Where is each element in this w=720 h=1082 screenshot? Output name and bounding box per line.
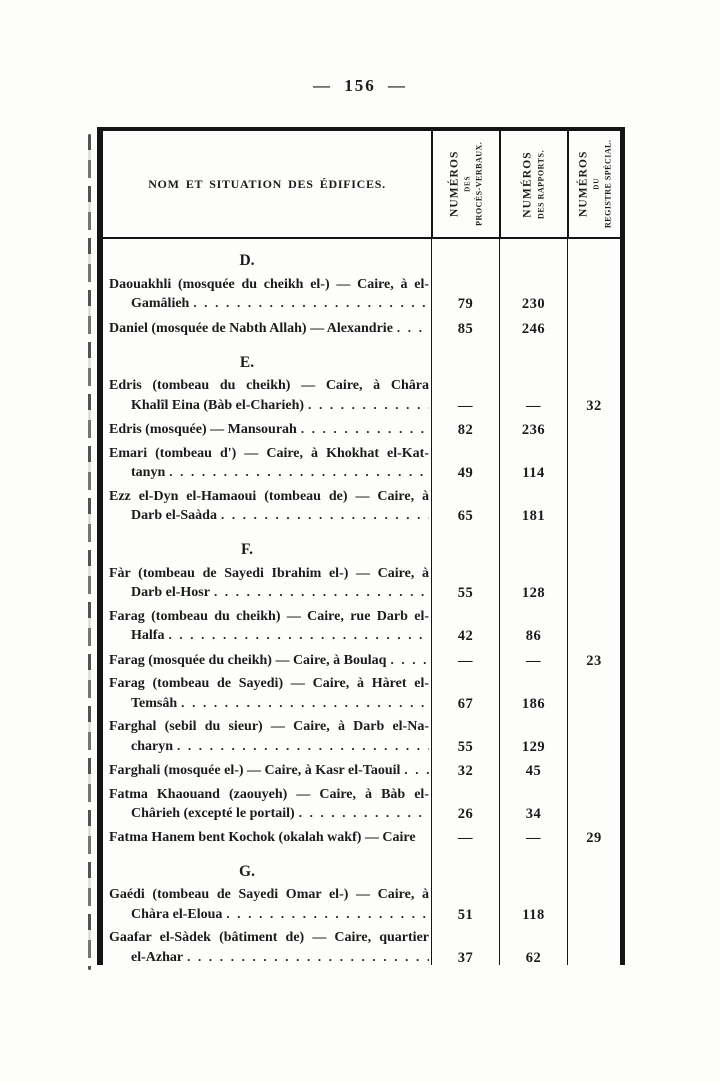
registre-special-cell	[567, 375, 620, 418]
proces-verbaux-cell	[431, 605, 499, 648]
table-row	[103, 759, 620, 784]
rapport-cell	[499, 783, 567, 826]
registre-special-cell	[567, 783, 620, 826]
rapport-cell	[499, 485, 567, 528]
proces-verbaux-cell	[431, 783, 499, 826]
edifice-name-line: Gaédi (tombeau de Sayedi Omar el-) — Caire, à	[109, 887, 429, 902]
proces-verbaux-cell	[431, 826, 499, 850]
registre-special-cell	[567, 716, 620, 759]
rapport-value: 86	[525, 628, 542, 644]
proces-verbaux-value: 85	[457, 320, 474, 337]
scan-edge-artifact	[88, 134, 91, 970]
proces-verbaux-value: —	[458, 829, 473, 846]
proces-verbaux-value: —	[458, 652, 473, 669]
edifice-name-line: Daouakhli (mosquée du cheikh el-) — Caire, à el-	[109, 276, 429, 292]
proces-verbaux-value: 26	[457, 806, 474, 822]
rapport-value: 246	[521, 320, 546, 337]
dot-leader	[221, 506, 429, 526]
edifice-name	[103, 927, 431, 966]
dot-leader	[168, 626, 429, 646]
registre-special-cell	[567, 673, 620, 716]
registre-special-value: 32	[586, 397, 602, 414]
edifice-name	[103, 273, 431, 316]
proces-verbaux-value: 32	[457, 763, 474, 779]
edifice-name-line: Chàra el-Eloua . . .	[109, 905, 429, 925]
dot-leader	[214, 583, 429, 603]
edifice-name-line: Farag (tombeau de Sayedi) — Caire, à Hàret el-	[109, 676, 429, 691]
proces-verbaux-cell	[431, 418, 499, 443]
edifice-name-line: charyn . . .	[109, 737, 429, 757]
section-letter-row	[103, 528, 620, 562]
table-row	[103, 442, 620, 485]
registre-special-cell	[567, 850, 620, 884]
rapport-value: 129	[521, 738, 546, 755]
rapport-value: —	[526, 829, 541, 846]
proces-verbaux-value: 65	[457, 508, 474, 524]
registre-special-cell	[567, 418, 620, 443]
edifice-name	[103, 673, 431, 716]
proces-verbaux-cell	[431, 716, 499, 759]
dot-leader	[308, 396, 429, 416]
proces-verbaux-value: 42	[457, 628, 474, 644]
dot-leader	[390, 651, 429, 671]
table-body	[103, 239, 620, 965]
name-column-header: NOM ET SITUATION DES ÉDIFICES.	[148, 176, 386, 191]
rapport-cell	[499, 850, 567, 884]
proces-verbaux-value: 82	[457, 422, 474, 438]
proces-verbaux-cell	[431, 485, 499, 528]
section-letter-row	[103, 239, 620, 273]
rapport-value: 186	[521, 695, 546, 712]
edifice-name-line: Chârieh (excepté le portail) . . .	[109, 804, 429, 824]
registre-special-cell	[567, 442, 620, 485]
registre-special-cell	[567, 528, 620, 562]
registre-special-cell	[567, 562, 620, 605]
edifice-name-line: Farghal (sebil du sieur) — Caire, à Darb el-Na-	[109, 719, 429, 734]
registre-special-value: 23	[586, 652, 602, 669]
registre-special-cell	[567, 884, 620, 927]
section-letter: E.	[239, 353, 255, 371]
table-row	[103, 884, 620, 927]
edifice-name-line: Ezz el-Dyn el-Hamaoui (tombeau de) — Caire, à	[109, 488, 429, 504]
edifice-name	[103, 562, 431, 605]
rapport-cell	[499, 375, 567, 418]
rapport-value: 181	[521, 508, 546, 524]
proces-verbaux-value: —	[458, 397, 473, 414]
table-header-row	[103, 131, 620, 239]
edifice-name-line: Darb el-Saàda . . .	[109, 506, 429, 526]
edifice-name	[103, 884, 431, 927]
registre-special-cell	[567, 485, 620, 528]
section-letter: D.	[239, 252, 255, 269]
proces-verbaux-cell	[431, 673, 499, 716]
rapports-column-header	[499, 131, 567, 237]
rapport-cell	[499, 316, 567, 341]
rapport-cell	[499, 673, 567, 716]
proces-verbaux-cell	[431, 273, 499, 316]
proces-verbaux-cell	[431, 884, 499, 927]
edifice-name	[103, 648, 431, 673]
rapport-cell	[499, 239, 567, 273]
edifice-name	[103, 783, 431, 826]
rapport-value: 118	[522, 906, 545, 923]
registre-special-cell	[567, 605, 620, 648]
edifice-name	[103, 716, 431, 759]
edifice-name	[103, 375, 431, 418]
table-row	[103, 716, 620, 759]
table-row	[103, 418, 620, 443]
registre-special-cell	[567, 927, 620, 966]
edifices-table	[97, 127, 625, 965]
registre-special-cell	[567, 341, 620, 375]
edifice-name-line: Fatma Hanem bent Kochok (okalah wakf) — Caire	[109, 829, 416, 845]
table-row	[103, 673, 620, 716]
proces-verbaux-value: 51	[457, 906, 474, 923]
rapport-cell	[499, 759, 567, 784]
edifice-name-line: Gamâlieh . . .	[109, 294, 429, 314]
edifice-name	[103, 485, 431, 528]
rotated-header-text: NUMÉROS DES RAPPORTS.	[521, 149, 546, 219]
proces-verbaux-value: 49	[457, 465, 474, 481]
section-letter: G.	[239, 862, 255, 880]
registre-special-value: 29	[586, 829, 602, 846]
table-row	[103, 826, 620, 850]
rapport-cell	[499, 528, 567, 562]
registre-special-cell	[567, 316, 620, 341]
table-row	[103, 605, 620, 648]
edifice-name-line: Temsâh . . .	[109, 694, 429, 714]
proces-verbaux-cell	[431, 341, 499, 375]
registre-special-cell	[567, 273, 620, 316]
rapport-cell	[499, 273, 567, 316]
rapport-value: —	[526, 652, 541, 669]
edifice-name	[103, 759, 431, 784]
registre-special-cell	[567, 826, 620, 850]
rapport-cell	[499, 341, 567, 375]
proces-verbaux-cell	[431, 927, 499, 966]
rotated-header-text: NUMÉROS DU REGISTRE SPÉCIAL.	[576, 139, 612, 229]
proces-verbaux-cell	[431, 528, 499, 562]
section-letter-row	[103, 850, 620, 884]
registre-special-cell	[567, 759, 620, 784]
rapport-value: 45	[525, 763, 542, 779]
dot-leader	[226, 905, 429, 925]
edifice-name-line: Edris (mosquée) — Mansourah . . .	[109, 420, 429, 440]
edifice-name-line: Edris (tombeau du cheikh) — Caire, à Châra	[109, 378, 429, 393]
table-row	[103, 316, 620, 341]
edifice-name-line: Darb el-Hosr . . .	[109, 583, 429, 603]
proces-verbaux-value: 55	[457, 585, 474, 601]
dot-leader	[177, 737, 429, 757]
edifice-name-line: Khalîl Eina (Bàb el-Charieh) . . .	[109, 396, 429, 416]
rapport-value: 230	[521, 296, 546, 312]
proces-verbaux-value: 55	[457, 738, 474, 755]
table-row	[103, 375, 620, 418]
section-letter: F.	[241, 541, 253, 558]
edifice-name-line: Fatma Khaouand (zaouyeh) — Caire, à Bàb el-	[109, 786, 429, 802]
proces-verbaux-value: 79	[457, 296, 474, 312]
rapport-cell	[499, 716, 567, 759]
edifice-name-line: Fàr (tombeau de Sayedi Ibrahim el-) — Caire, à	[109, 565, 429, 581]
rapport-value: 128	[521, 585, 546, 601]
section-letter-row	[103, 341, 620, 375]
edifice-name-line: tanyn . . .	[109, 463, 429, 483]
dot-leader	[299, 804, 429, 824]
edifice-name	[103, 316, 431, 341]
edifice-name-line: Halfa . . .	[109, 626, 429, 646]
edifice-name-line: el-Azhar . . .	[109, 948, 429, 966]
registre-special-column-header	[567, 131, 620, 237]
dot-leader	[397, 319, 429, 339]
table-row	[103, 648, 620, 673]
edifice-name-line: Farag (mosquée du cheikh) — Caire, à Boulaq . . .	[109, 651, 429, 671]
rapport-cell	[499, 562, 567, 605]
edifice-name	[103, 442, 431, 485]
registre-special-cell	[567, 239, 620, 273]
rapport-cell	[499, 648, 567, 673]
proces-verbaux-cell	[431, 648, 499, 673]
rapport-value: —	[526, 397, 541, 414]
proces-verbaux-cell	[431, 850, 499, 884]
page-number: — 156 —	[313, 76, 407, 95]
proces-verbaux-cell	[431, 442, 499, 485]
dot-leader	[169, 463, 429, 483]
table-row	[103, 273, 620, 316]
edifice-name-line: Farag (tombeau du cheikh) — Caire, rue Darb el-	[109, 608, 429, 624]
edifice-name-line: Emari (tombeau d') — Caire, à Khokhat el-Kat-	[109, 445, 429, 461]
rotated-header-text: NUMÉROS DES PROCÈS-VERBAUX.	[448, 141, 483, 227]
proces-verbaux-cell	[431, 375, 499, 418]
dot-leader	[193, 294, 429, 314]
edifice-name-line: Daniel (mosquée de Nabth Allah) — Alexandrie . . .	[109, 319, 429, 339]
proces-verbaux-cell	[431, 759, 499, 784]
table-row	[103, 927, 620, 966]
edifice-name	[103, 826, 431, 850]
table-row	[103, 485, 620, 528]
proces-verbaux-value: 37	[457, 949, 474, 965]
dot-leader	[404, 761, 429, 781]
proces-verbaux-cell	[431, 562, 499, 605]
rapport-cell	[499, 826, 567, 850]
proces-verbaux-value: 67	[457, 695, 474, 712]
edifice-name	[103, 605, 431, 648]
rapport-value: 62	[525, 949, 542, 965]
rapport-cell	[499, 884, 567, 927]
rapport-cell	[499, 418, 567, 443]
proces-verbaux-cell	[431, 239, 499, 273]
proces-verbaux-column-header	[431, 131, 499, 237]
rapport-value: 34	[525, 806, 542, 822]
rapport-cell	[499, 927, 567, 966]
registre-special-cell	[567, 648, 620, 673]
rapport-value: 114	[522, 465, 545, 481]
dot-leader	[301, 420, 429, 440]
edifice-name-line: Gaafar el-Sàdek (bâtiment de) — Caire, quartier	[109, 930, 429, 945]
edifice-name	[103, 418, 431, 443]
rapport-cell	[499, 605, 567, 648]
rapport-value: 236	[521, 422, 546, 438]
dot-leader	[181, 694, 429, 714]
rapport-cell	[499, 442, 567, 485]
dot-leader	[187, 948, 429, 966]
proces-verbaux-cell	[431, 316, 499, 341]
edifice-name-line: Farghali (mosquée el-) — Caire, à Kasr el-Taouil . . .	[109, 761, 429, 781]
table-row	[103, 783, 620, 826]
table-row	[103, 562, 620, 605]
